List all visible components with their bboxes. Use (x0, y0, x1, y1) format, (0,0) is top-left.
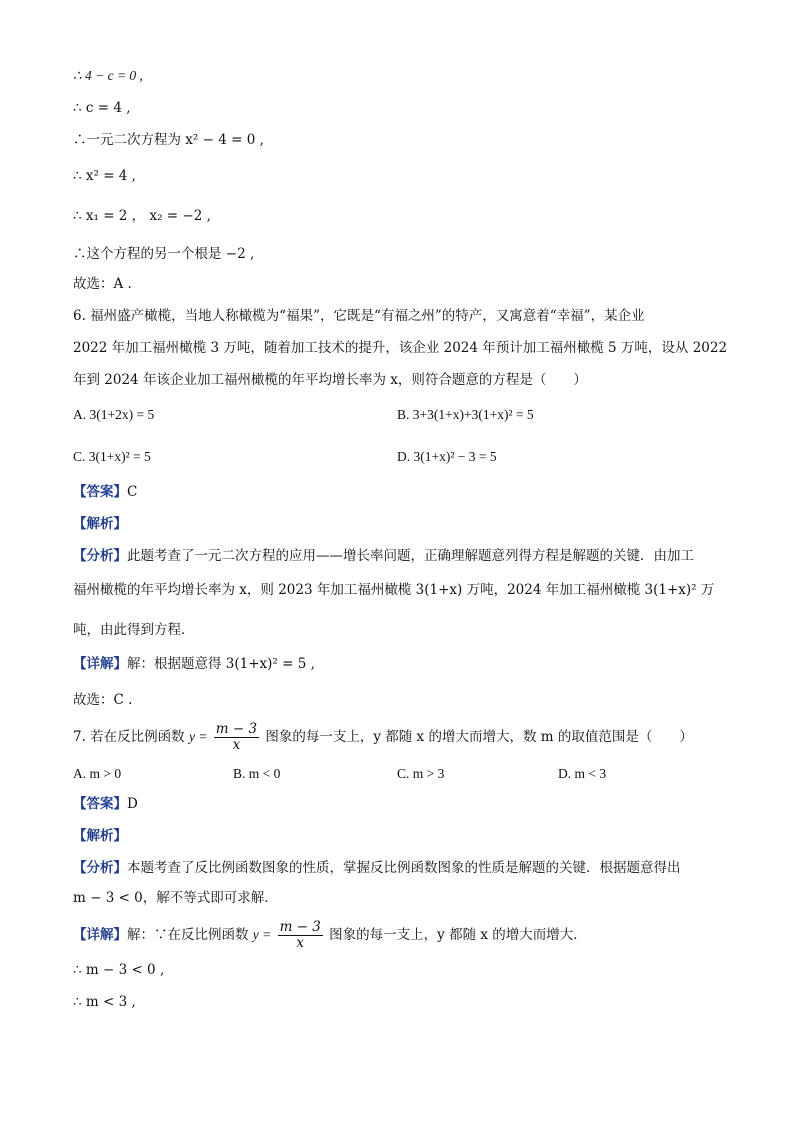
answer-line (73, 794, 138, 814)
option-b: B. m < 0 (233, 766, 281, 781)
option-c: C. 3(1+x)² = 5 (73, 449, 151, 464)
question-6-stem-3: 年到 2024 年该企业加工福州橄榄的年平均增长率为 x，则符合题意的方程是（ ） (73, 372, 587, 388)
detail-line (73, 918, 587, 952)
solution-line: ∴ 4 − c = 0 , (73, 68, 143, 83)
answer-line (73, 482, 137, 502)
analysis-tag: 【解析】 (73, 828, 127, 844)
fraction-denominator: x (232, 737, 241, 753)
solution-line: ∴这个方程的另一个根是 −2 , (73, 246, 255, 262)
analysis-line (73, 546, 694, 566)
analysis-line: m − 3 < 0，解不等式即可求解． (73, 890, 278, 906)
detail-suffix: 图象的每一支上，y 都随 x 的增大而增大． (329, 927, 587, 943)
detail-tag: 【详解】 (73, 927, 127, 943)
fraction-denominator: x (296, 935, 305, 951)
solution-line: ∴ m < 3 , (73, 994, 136, 1010)
question-7-stem (73, 720, 693, 754)
solution-line: ∴ x₁ = 2 ， x₂ = −2 , (73, 208, 211, 224)
analysis-line (73, 858, 681, 878)
fenxi-tag: 【分析】 (73, 548, 127, 564)
choose-answer: 故选：A . (73, 276, 132, 292)
y-equals: y = (252, 927, 272, 942)
fenxi-tag: 【分析】 (73, 860, 127, 876)
y-equals: y = (188, 729, 208, 744)
detail-line (73, 654, 315, 674)
solution-line: ∴ x² = 4 , (73, 168, 136, 184)
answer-value: C (127, 484, 138, 500)
solution-line: ∴ m − 3 < 0 , (73, 962, 165, 978)
fraction-numerator: m − 3 (279, 919, 321, 935)
stem-prefix: 7. 若在反比例函数 (73, 729, 185, 745)
detail-text: 解：根据题意得 3(1+x)² = 5 , (127, 656, 315, 672)
fenxi-text: 此题考查了一元二次方程的应用——增长率问题，正确理解题意列得方程是解题的关键．由加工 (127, 548, 694, 564)
option-b: B. 3+3(1+x)+3(1+x)² = 5 (397, 407, 534, 422)
option-d: D. 3(1+x)² − 3 = 5 (397, 449, 497, 464)
analysis-line: 福州橄榄的年平均增长率为 x，则 2023 年加工福州橄榄 3(1+x) 万吨，2024 年加工福州橄榄 3(1+x)² 万 (73, 582, 715, 598)
solution-line: ∴ c = 4 , (73, 100, 131, 116)
option-c: C. m > 3 (397, 766, 445, 781)
detail-tag: 【详解】 (73, 656, 127, 672)
analysis-tag: 【解析】 (73, 516, 127, 532)
answer-tag: 【答案】 (73, 796, 127, 812)
answer-tag: 【答案】 (73, 484, 127, 500)
analysis-line: 吨，由此得到方程． (73, 622, 195, 638)
detail-prefix: 解：∵在反比例函数 (127, 927, 249, 943)
fraction (214, 722, 259, 753)
fraction-numerator: m − 3 (215, 721, 258, 737)
option-d: D. m < 3 (558, 766, 607, 781)
question-6-stem-2: 2022 年加工福州橄榄 3 万吨，随着加工技术的提升，该企业 2024 年预计加工福州橄榄 5 万吨，设从 2022 (73, 340, 728, 356)
answer-value: D (127, 796, 138, 812)
option-a: A. m > 0 (73, 766, 122, 781)
option-a: A. 3(1+2x) = 5 (73, 407, 155, 422)
solution-line: ∴一元二次方程为 x² − 4 = 0 , (73, 132, 264, 148)
fenxi-text: 本题考查了反比例函数图象的性质，掌握反比例函数图象的性质是解题的关键．根据题意得出 (127, 860, 681, 876)
choose-answer: 故选：C . (73, 692, 133, 708)
fraction (278, 920, 323, 951)
stem-suffix: 图象的每一支上，y 都随 x 的增大而增大，数 m 的取值范围是（ ） (265, 729, 693, 745)
question-6-stem-1: 6. 福州盛产橄榄，当地人称橄榄为“福果”，它既是“有福之州”的特产，又寓意着“幸福”，某企业 (73, 308, 645, 324)
